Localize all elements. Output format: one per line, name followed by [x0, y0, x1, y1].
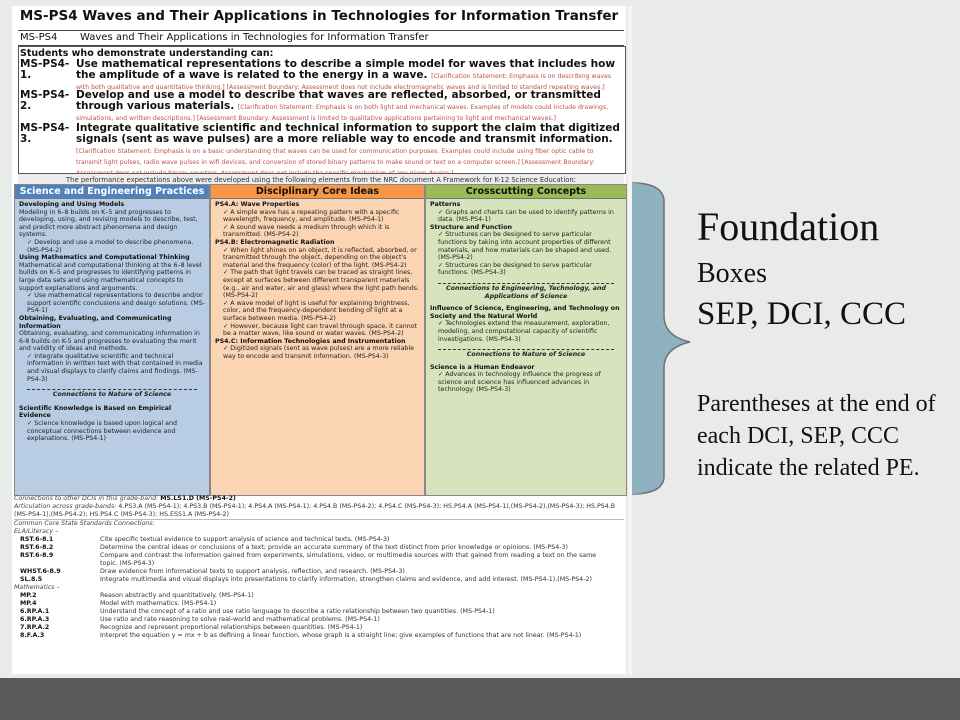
ccc-nos-label: Connections to Nature of Science [466, 351, 586, 359]
dci-heading: Disciplinary Core Ideas [211, 185, 424, 199]
dci-bullet: However, because light can travel through space, it cannot be a matter wave, like sound or water waves. (MS-PS4-2) [223, 322, 418, 338]
dci-block-title: PS4.A: Wave Properties [215, 201, 300, 208]
pe-clarification: [Clarification Statement: Emphasis is on a basic understanding that waves can be used for communication purposes. Examples could include using fiber optic cable to transmit light pulses, radio wave pulses in wifi devices, and conversion of stored binary patterns to make sound or text on a computer screen.] [Assessment Boundary: [76, 148, 595, 166]
sep-block-text: Obtaining, evaluating, and communicating information in 6-8 builds on K-5 and progresses to evaluating the merit and validity of ideas and methods. [19, 330, 200, 353]
dci-bullet: A simple wave has a repeating pattern with a specific wavelength, frequency, and amplitude. (MS-PS4-1) [223, 208, 400, 224]
document-title: MS-PS4 Waves and Their Applications in Technologies for Information Transfer [19, 8, 619, 24]
pe-text: Use mathematical representations to describe a simple model for waves that includes how the amplitude of a wave is related to the energy in a wave. [76, 58, 616, 81]
ccc-bullet: Structures can be designed to serve particular functions. (MS-PS4-3) [438, 261, 592, 277]
ccss-desc: Recognize and represent proportional relationships between quantities. (MS-PS4-1) [100, 624, 363, 631]
ccc-nos-title: Science is a Human Endeavor [430, 363, 535, 371]
subheader-code: MS-PS4 [20, 32, 58, 43]
ccc-block-title: Patterns [430, 201, 461, 208]
annotation-parentheses-note: Parentheses at the end of each DCI, SEP, CCC indicate the related PE. [697, 391, 936, 481]
articulation-value: 4.PS3.A (MS-PS4-1); 4.PS3.B (MS-PS4-1); 4.PS4.A (MS-PS4-1); 4.PS4.B (MS-PS4-2); 4.PS4.C (MS-PS4-3); HS.PS4.A (MS-PS4-1),(MS-PS4-2),(MS-PS4-3); HS.PS4.B (MS-PS4-1),(MS-PS4-2); HS.PS4.C (MS-PS4-3); HS.ESS1.A (MS-PS4-2) [14, 503, 616, 518]
ccss-code: 6.RP.A.1 [20, 608, 50, 615]
ccss-desc: Cite specific textual evidence to support analysis of science and technical texts. (MS-PS4-3) [100, 536, 390, 543]
subheader-title: Waves and Their Applications in Technologies for Information Transfer [80, 32, 429, 43]
ccss-code: 6.RP.A.3 [20, 616, 50, 623]
sep-nos-bullet: Science knowledge is based upon logical and conceptual connections between evidence and explanations. (MS-PS4-1) [27, 420, 177, 443]
pe-intro: Students who demonstrate understanding can: [20, 48, 274, 59]
other-dcis-label: Connections to other DCIs in this grade-band: [14, 495, 159, 502]
ccc-bullet: Graphs and charts can be used to identify patterns in data. (MS-PS4-1) [438, 208, 614, 224]
ccss-desc: Understand the concept of a ratio and use ratio language to describe a ratio relationship between two quantities. (MS-PS4-1) [100, 608, 495, 615]
sep-block-title: Obtaining, Evaluating, and Communicating Information [19, 314, 172, 330]
ccss-desc: Interpret the equation y = mx + b as defining a linear function, whose graph is a straight line; give examples of functions that are not linear. (MS-PS4-1) [100, 632, 582, 639]
ccc-ist-title: Influence of Science, Engineering, and Technology on Society and the Natural World [430, 305, 620, 320]
annotation-boxes: Boxes [697, 258, 767, 289]
ccss-desc: Draw evidence from informational texts to support analysis, reflection, and research. (MS-PS4-3) [100, 568, 405, 575]
math-label: Mathematics – [14, 584, 60, 591]
ccc-ist-bullet: Technologies extend the measurement, exploration, modeling, and computational capacity of scientific investigations. (MS-PS4-3) [438, 320, 610, 343]
pe-code: MS-PS4-1. [20, 58, 70, 81]
dci-bullet: When light shines on an object, it is reflected, absorbed, or transmitted through the object, depending on the object's material and the frequency (color) of the light. (MS-PS4-2) [223, 246, 417, 269]
sep-heading: Science and Engineering Practices [15, 185, 209, 199]
ela-label: ELA/Literacy – [14, 528, 59, 535]
ccss-code: SL.8.5 [20, 576, 43, 583]
sep-bullet: Integrate qualitative scientific and technical information in written text with that contained in media and visual displays to clarify claims and findings. (MS-PS4-3) [27, 352, 203, 383]
ccss-desc: Determine the central ideas or conclusions of a text; provide an accurate summary of the text distinct from prior knowledge or opinions. (MS-PS4-3) [100, 544, 568, 551]
sep-block-title: Using Mathematics and Computational Thinking [19, 254, 190, 262]
pe-text: Develop and use a model to describe that waves are reflected, absorbed, or transmitted through various materials. [76, 89, 601, 112]
ccss-desc: Reason abstractly and quantitatively. (MS-PS4-1) [100, 592, 254, 599]
sep-column: Science and Engineering Practices Developing and Using Models Modeling in 6–8 builds on K–5 and progresses to developing, using, and revising models to describe, test, and predict more abstract phenomena and design systems. ✓ Develop and use a model to describe phenomena. (MS-PS4-2) Using Mathematics and Computational Thinking Mathematical and computational thinking at the 6–8 level builds on K–5 and progresses to identifying patterns in large data sets and using mathematical concepts to support explanations and arguments. ✓ Use mathematical representations to describe and/or support scientific conclusions and design solutions. (MS-PS4-1) Obtaining, Evaluating, and Communicating Information Obtaining, evaluating, and communicating information in 6-8 builds on K-5 and progresses to evaluating the merit and validity of ideas and methods. ✓ Integrate qualitative scientific and technical information in written text with that contained in media and visual displays to clarify claims and findings. (MS-PS4-3) Connections to Nature of Science Scientific Knowledge is Based on Empirical Evidence ✓ Science knowledge is based upon logical and conceptual connections between evidence and explanations. (MS-PS4-1) [14, 184, 210, 496]
ccc-column: Crosscutting Concepts Patterns ✓ Graphs and charts can be used to identify patterns in data. (MS-PS4-1) Structure and Function ✓ Structures can be designed to serve particular functions by taking into account properties of different materials, and how materials can be shaped and used. (MS-PS4-2) ✓ Structures can be designed to serve particular functions. (MS-PS4-3) Connections to Engineering, Technology, and Applications of Science Influence of Science, Engineering, and Technology on Society and the Natural World ✓ Technologies extend the measurement, exploration, modeling, and computational capacity of scientific investigations. (MS-PS4-3) Connections to Nature of Science Science is a Human Endeavor ✓ Advances in technology influence the progress of science and science has influenced advances in technology. (MS-PS4-3) [425, 184, 627, 496]
sep-block-text: Modeling in 6–8 builds on K–5 and progresses to developing, using, and revising models to describe, test, and predict more abstract phenomena and design systems. [19, 208, 198, 239]
ccss-desc: Model with mathematics. (MS-PS4-1) [100, 600, 217, 607]
pe-code: MS-PS4-2. [20, 89, 70, 112]
ccss-desc: Compare and contrast the information gained from experiments, simulations, video, or multimedia sources with that gained from reading a text on the same [100, 552, 597, 559]
dci-column: Disciplinary Core Ideas PS4.A: Wave Properties ✓ A simple wave has a repeating pattern with a specific wavelength, frequency, and amplitude. (MS-PS4-1) ✓ A sound wave needs a medium through which it is transmitted. (MS-PS4-2) PS4.B: Electromagnetic Radiation ✓ When light shines on an object, it is reflected, absorbed, or transmitted through the object, depending on the object's material and the frequency (color) of the light. (MS-PS4-2) ✓ The path that light travels can be traced as straight lines, except at surfaces between different transparent materials (e.g., air and water, air and glass) where the light path bends. (MS-PS4-2) ✓ A wave model of light is useful for explaining brightness, color, and the frequency-dependent bending of light at a surface between media. (MS-PS4-2) ✓ However, because light can travel through space, it cannot be a matter wave, like sound or water waves. (MS-PS4-2) PS4.C: Information Technologies and Instrumentation ✓ Digitized signals (sent as wave pulses) are a more reliable way to encode and transmit information. (MS-PS4-3) [210, 184, 425, 496]
ccss-desc: Integrate multimedia and visual displays into presentations to clarify information, strengthen claims and evidence, and add interest. (MS-PS4-1),(MS-PS4-2) [100, 576, 592, 583]
framework-note: The performance expectations above were developed using the following elements from the NRC document A Framework for K-12 Science Education: [18, 174, 624, 186]
bottom-bar [0, 678, 960, 720]
ccss-label: Common Core State Standards Connections: [14, 520, 155, 527]
dci-bullet: Digitized signals (sent as wave pulses) are a more reliable way to encode and transmit information. (MS-PS4-3) [223, 345, 415, 360]
dci-bullet: The path that light travels can be traced as straight lines, except at surfaces between different transparent materials (e.g., air and water, air and glass) where the light path bends. (MS-PS4-2) [223, 269, 420, 300]
dci-bullet: A wave model of light is useful for explaining brightness, color, and the frequency-dependent bending of light at a surface between media. (MS-PS4-2) [223, 299, 410, 322]
ccss-code: RST.6-8.9 [20, 552, 54, 559]
ccss-code: RST.6-8.1 [20, 536, 54, 543]
ccc-bullet: Structures can be designed to serve particular functions by taking into account properties of different materials, and how materials can be shaped and used. (MS-PS4-2) [438, 231, 612, 262]
ccss-code: 7.RP.A.2 [20, 624, 50, 631]
pe-clarification: [Clarification Statement: Emphasis is on describing waves with both qualitative and quantitative thinking.] [Assessment Boundary: Assessment does not include electromagnetic waves and is limited to standard repeating waves.] [76, 73, 612, 91]
ccc-eng-label: Connections to Engineering, Technology, and Applications of Science [446, 284, 606, 300]
sep-block-title: Developing and Using Models [19, 201, 125, 208]
ccc-block-title: Structure and Function [430, 223, 513, 231]
ccss-desc: Use ratio and rate reasoning to solve real-world and mathematical problems. (MS-PS4-1) [100, 616, 380, 623]
articulation-label: Articulation across grade-bands: [14, 503, 117, 510]
ccc-nos-bullet: Advances in technology influence the progress of science and science has influenced advances in technology. (MS-PS4-3) [438, 371, 601, 394]
ccss-code: RST.6-8.2 [20, 544, 54, 551]
annotation-foundation: Foundation [697, 204, 880, 249]
other-dcis-value: MS.LS1.D (MS-PS4-2) [160, 495, 236, 502]
pe-code: MS-PS4-3. [20, 122, 70, 145]
ccss-code: MP.2 [20, 592, 37, 599]
ccc-heading: Crosscutting Concepts [426, 185, 626, 199]
sep-nos-label: Connections to Nature of Science [52, 391, 172, 399]
sep-bullet: Use mathematical representations to describe and/or support scientific conclusions and design solutions. (MS-PS4-1) [27, 292, 205, 315]
dci-bullet: A sound wave needs a medium through which it is transmitted. (MS-PS4-2) [223, 223, 390, 239]
ccss-desc: topic. (MS-PS4-3) [100, 560, 155, 567]
sep-bullet: Develop and use a model to describe phenomena. (MS-PS4-2) [27, 238, 194, 254]
dci-block-title: PS4.C: Information Technologies and Instrumentation [215, 337, 406, 345]
ccss-code: MP.4 [20, 600, 37, 607]
ccss-code: WHST.6-8.9 [20, 568, 61, 575]
dci-block-title: PS4.B: Electromagnetic Radiation [215, 238, 335, 246]
sep-block-text: Mathematical and computational thinking at the 6–8 level builds on K–5 and progresses to identifying patterns in large data sets and using mathematical concepts to support explanations and arguments. [19, 261, 202, 292]
sep-nos-title: Scientific Knowledge is Based on Empirical Evidence [19, 404, 172, 420]
annotation-sep-dci-ccc: SEP, DCI, CCC [697, 296, 907, 332]
ccss-code: 8.F.A.3 [20, 632, 45, 639]
pe-text: Integrate qualitative scientific and technical information to support the claim that digitized signals (sent as wave pulses) are a more reliable way to encode and transmit information. [76, 122, 620, 145]
pe-clarification: [Clarification Statement: Emphasis is on both light and mechanical waves. Examples of models could include drawings, simulations, and written descriptions.] [Assessment Boundary: Assessment is limited to qualitative applications pertaining to light and mechanical waves.] [76, 104, 609, 122]
